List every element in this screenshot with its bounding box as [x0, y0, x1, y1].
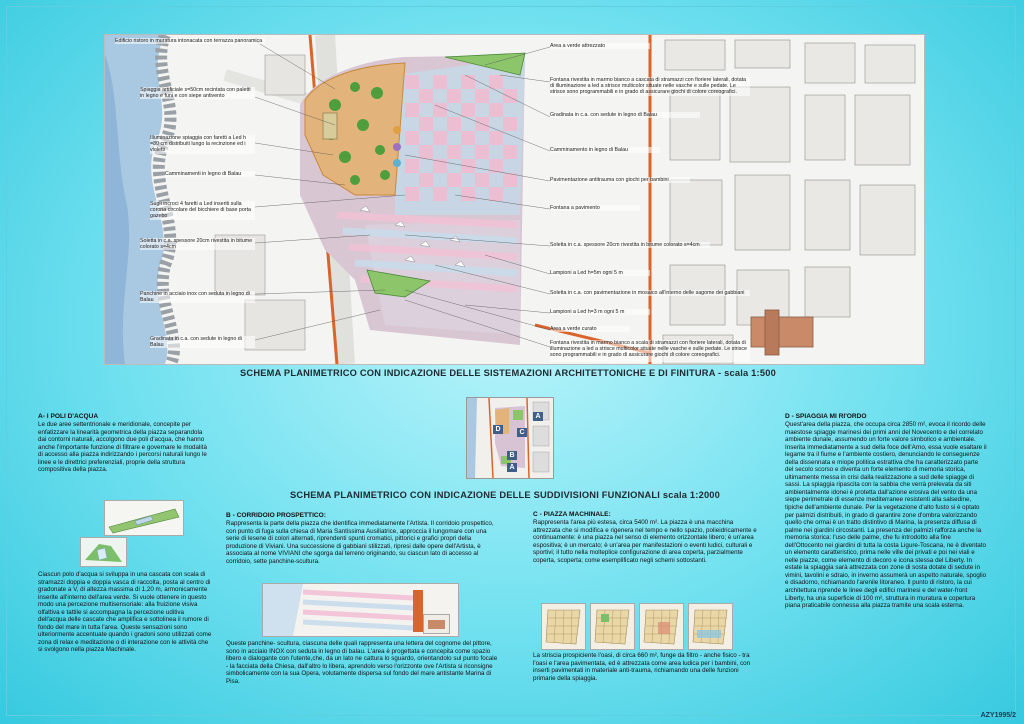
functional-label-a-bottom: A [507, 463, 517, 472]
section-c-text2: La strisciа prospiciente l'oasi, di circa 660 m², funge da filtro - anche fisico - tra l'oasi e l'area pavimentata, ed è attrezzata come area ludica per i bambini, con inserti pavimentati in materiale anti-trauma, richiamando una delle funzioni primarie della spiaggia. [533, 652, 751, 682]
callout-antitrauma: Pavimentazione antitrauma con giochi per bambini [550, 177, 690, 183]
section-b-detail [226, 640, 498, 685]
callout-verde-curato: Area a verde curato [550, 326, 630, 332]
church-icon [751, 310, 813, 355]
callout-fontana-pavimento: Fontana a pavimento [550, 205, 640, 211]
board-code: AZY1995/2 [980, 712, 1016, 719]
section-a-detail [38, 571, 212, 654]
section-a-heading: A- I POLI D'ACQUA [38, 413, 99, 420]
fountain-plan-thumb [104, 500, 184, 536]
site-plan-drawing [105, 35, 924, 364]
callout-lampioni-5m: Lampioni a Led h=5m ogni 5 m [550, 270, 650, 276]
church-detail-thumb [423, 614, 450, 634]
callout-soletta-left: Soletta in c.a. spessore 20cm rivestita in bitume colorato s=4cm [140, 238, 255, 250]
section-c-text1: Rappresenta l'area più estesa, circa 5400 m². La piazza è una macchina attrezzata che si modifica e rigenera nel tempo e nello spazio, polieidricamente e continuamente: è una piazza nel senso di elemento orizzontale libero; è un'area espositiva; è un mercato; è un'area per manifestazioni o eventi ludici, culturali e sportivi; il tutto nella molteplice configurazione di area coperta, parzialmente coperta, scoperta; come esemplificato negli schemi sottostanti. [533, 519, 757, 564]
callout-ristoro: Edificio ristoro in muratura intonacata con terrazza panoramica [115, 38, 265, 44]
callout-gradinata-left: Gradinata in c.a. con sedute in legno di Balau [150, 336, 255, 348]
section-a-text2: Ciascun polo d'acqua si sviluppa in una cascata con scala di stramazzi doppia e doppia vasca di raccolta, posta al centro di gradonate a V, di altezza massima di 1,20 m, armonicamente inserite all'interno dell'area verde. Si vuole ottenere in questo modo una percezione multisensoriale: alla fruizione visiva olfattiva e tattile si accompagna la percezione uditiva dell'acqua delle cascate che amplifica e sottolinea il rumore di fondo del mare in tutta l'area. Queste sensazioni sono ulteriormente accentuate quando i gradoni sono utilizzati come zona di relax e meditazione o di interazione con le attività che si svolgono nella piazza Machinale. [38, 571, 212, 654]
callout-area-verde-attrezzato: Area a verde attrezzato [550, 43, 650, 49]
section-b-text1: Rappresenta la parte della piazza che identifica immediatamente l'Artista. Il corridoio prospettico, con punto di fuga sulla chiesa di Maria Santissima Ausiliatrice, approccia il lungomare con una serie di lesene di colori alternati, riprendenti spunti cromatici, pittorici e grafici propri della produzione di Viviani. Una successione di gabbiani stilizzati, ripresi dalle opere dell'Artista, è associata al nome VIVIANI che sgorga dal terreno originando, su ciascun lato di accesso al corridoio, sette panchine-scultura. [226, 520, 494, 565]
section-b-text2: Queste panchine- scultura, ciascuna delle quali rappresenta una lettera del cognome del pittore, sono in acciaio INOX con seduta in legno di balau. L'area è progettata e concepita come spazio libero e dialogante con l'utente,che, da un lato ne cattura lo sguardo, orientandolo sul punto focale - la facciata della Chiesa, dall'altro lo libera, aprendolo verso l'orizzonte ove l'Artista si riconsigne simbolicamente con la sua Opera, volutamente dispersa sul fondo del mare antistante Marina di Pisa. [226, 640, 498, 685]
callout-gradinata-right: Gradinata in c.a. con sedute in legno di Balau [550, 112, 700, 118]
config-thumb-2 [590, 603, 635, 650]
section-c-intro [533, 511, 759, 564]
main-plan-title: SCHEMA PLANIMETRICO CON INDICAZIONE DELLE SISTEMAZIONI ARCHITETTONICHE E DI FINITURA - scala 1:500 [240, 368, 776, 378]
config-thumb-3 [639, 603, 684, 650]
section-a-intro [38, 413, 212, 474]
functional-label-b: B [507, 451, 517, 460]
callout-soletta-right: Soletta in c.a. spessore 20cm rivestita in bitume colorato s=4cm [550, 242, 710, 248]
main-site-plan [104, 34, 925, 365]
config-thumb-4 [688, 603, 733, 650]
callout-camminamento: Camminamento in legno di Balau [550, 147, 660, 153]
functional-plan [466, 397, 554, 479]
fountain-view-thumb [80, 537, 127, 567]
callout-spiaggia: Spiaggia artificiale s=50cm recintata con paletti in legno e funi e con siepe antivento [140, 87, 255, 99]
section-d [785, 413, 987, 610]
section-d-text1: Quest'area della piazza, che occupa circa 2850 m², evoca il ricordo delle maestose spiagge marinesi dei primi anni del Novecento e del correlato ambiente dunale, assumendo un forte valore simbolico e ambientale. Inserita immediatamente a sud della foce dell'Arno, essa vuole esaltare il legame tra il fiume e l'ambiente costiero, denunciando le conseguenze della dissennata e miope politica estrattiva che ha caratterizzato parte del secolo scorso e diventa un forte elemento di memoria storica, ultimamente messa in crisi dalla realizzazione a sud delle spiagge di sassi. La spiaggia ripascita con la sabbia che verrà prelevata da siti ambientalmente idonei è protetta dall'azione erosiva del vento da una siepe perimetrale di essenze mediterranee resistenti alla salsedine, tipiche dell'ambiente dunale. Per la vegetazione d'alto fusto si è optato per palmizi distribuiti, in grado di garantire zone d'ombra valorizzando quello che ormai è un tratto distintivo di Marina, la presenza diffusa di palme nei giardini circostanti. La presenza dei palmizi rafforza anche la memoria storica: l'uso delle palme, che fu introdotto alla fine dell'Ottocento nei giardini di tutta la costa Ligure-Toscana, ne è diventato un elemento caratteristico, prima nelle ville dei privati e poi nei viali e nelle piazze, come elemento di decoro e icona stessa del Liberty. In estate la spiaggia sarà attrezzata con zone di sosta dotate di sedute in vimini, tavolini e sdraio, in inverno assumerà un aspetto naturale, spoglio e disadorno, richiamando l'arenile litoraneo. Il punto di ristoro, la cui architettura riprende le linee degli edifici marinesi e del water-front Liberty, ha una superficie di 100 m², struttura in muratura e copertura piana praticabile connessa alla piazza tramite una scala esterna. [785, 421, 987, 610]
functional-plan-title: SCHEMA PLANIMETRICO CON INDICAZIONE DELLE SUDDIVISIONI FUNZIONALI scala 1:2000 [290, 490, 721, 500]
callout-fontana-sud: Fontana rivestita in marmo bianco a scala di stramazzi con fioriere laterali, dotata di illuminazione a led a strisce multicolor situate nelle vasche e sulle pedate. Le strisce sono programmabili e in grado di assicurare giochi di colore coreografici. [550, 340, 750, 362]
section-a-text1: Le due aree settentrionale e meridionale, concepite per enfatizzare la linearità geometrica della piazza separandola dai contorni naturali, accolgono due poli d'acqua, che hanno anche l'importante funzione di filtrare e governare le modalità di accesso alla piazza indirizzando i percorsi naturali lungo le linee e le direttrici preferenziali, proprie della struttura compositiva della piazza. [38, 421, 207, 474]
functional-label-a-top: A [533, 412, 543, 421]
functional-label-c: C [517, 428, 527, 437]
callout-lampioni-3m: Lampioni a Led h=3 m ogni 5 m [550, 309, 650, 315]
functional-label-d: D [493, 425, 503, 434]
callout-illuminazione: Illuminazione spiaggia con faretti a Led h =80 cm distribuiti lungo la recinzione ed i violetti [150, 135, 255, 154]
callout-fontana-nord: Fontana rivestita in marmo bianco a cascata di stramazzi con fioriere laterali, dotata di illuminazione a led a strisce multicolor situate nelle vasche e sulle pedate. Le strisce sono programmabili e in grado di assicurare giochi di colore coreografici. [550, 77, 750, 96]
callout-faretti: Sugli incroci 4 faretti a Led inseriti sulla corona circolare del bicchiere di base porta gazebo [150, 201, 255, 220]
callout-mosaico: Soletta in c.a. con pavimentazione in mosaico all'interno delle sagome dei gabbiani [550, 290, 750, 296]
callout-panchine: Panchine in acciaio inox con seduta in legno di Balau [140, 291, 255, 303]
section-b-intro [226, 512, 498, 565]
section-c-detail [533, 652, 759, 682]
section-d-heading: D - SPIAGGIA MI RI'ORDO [785, 413, 867, 420]
section-c-heading: C - PIAZZA MACHINALE: [533, 511, 611, 518]
callout-camminamenti: Camminamenti in legno di Balau [165, 171, 255, 177]
section-b-heading: B - CORRIDOIO PROSPETTICO: [226, 512, 327, 519]
config-thumb-1 [541, 603, 586, 650]
